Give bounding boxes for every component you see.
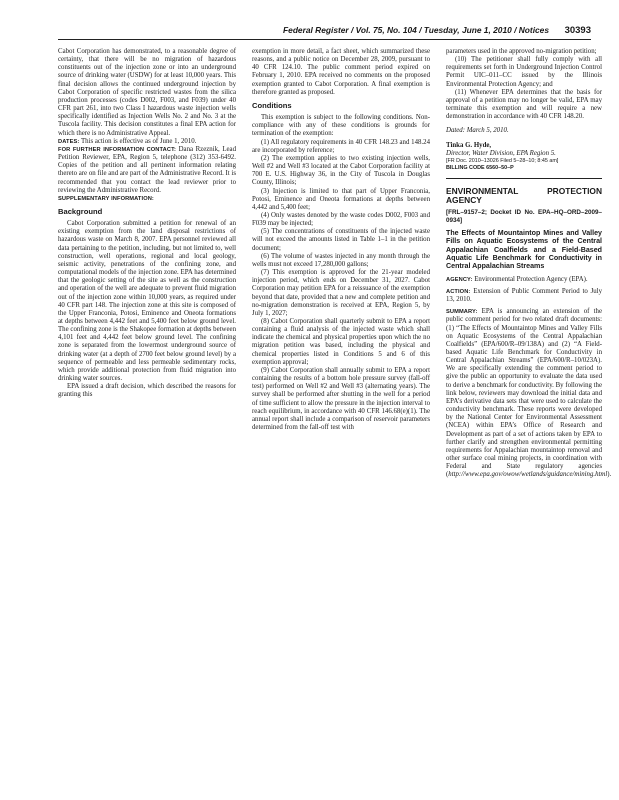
background-heading: Background [58, 206, 103, 216]
paragraph: parameters used in the approved no-migration petition; [446, 48, 597, 55]
paragraph: This exemption is subject to the following conditions. Non-compliance with any of these conditions is grounds for termination of the exemption: [252, 114, 430, 138]
summary-section: SUMMARY: EPA is announcing an extension of the public comment period for two related draft documents: (1) “The Effects of Mountaintop Mines and Valley Fills on Aquatic Ecosystems of the Central Appalachian Coalfields” (EPA/600/R–09/138A) and (2) “A Field-based Aquatic Life Benchmark for Conductivity in Central Appalachian Streams” (EPA/600/R–10/023A). We are specifically extending the comment period to give the public an opportunity to evaluate the data used to derive a benchmark for conductivity. By following the link below, reviewers may download the initial data and EPA’s derivative data sets that were used to calculate the conductivity benchmark. These reports were developed by the National Center for Environmental Assessment (NCEA) within EPA’s Office of Research and Development as part of a set of actions taken by EPA to further clarify and strengthen environmental permitting requirements for Appalachian mountaintop removal and other surface coal mining projects, in coordination with Federal and State regulatory agencies (http://www.epa.gov/owow/wetlands/guidance/mining.html). [446, 308, 612, 479]
condition-item: (1) All regulatory requirements in 40 CFR 148.23 and 148.24 are incorporated by reference; [252, 138, 430, 154]
dated-line: Dated: March 5, 2010. [446, 127, 509, 135]
column-1 [58, 48, 236, 400]
docket-id: [FRL–9157–2; Docket ID No. EPA–HQ–ORD–2009–0934] [446, 208, 602, 224]
condition-item: (2) The exemption applies to two existing injection wells, Well #2 and Well #3 located at the Cabot Corporation facility at 700 E. U.S. Highway 36, in the City of Tuscola in Douglas County, Illinois; [252, 154, 430, 187]
condition-item: (11) Whenever EPA determines that the basis for approval of a petition may no longer be valid, EPA may terminate this exemption and will require a new demonstration in accordance with 40 CFR 148.20. [446, 88, 602, 121]
summary-link[interactable]: http://www.epa.gov/owow/wetlands/guidance/mining.html [448, 471, 608, 479]
action-label: ACTION: [446, 288, 471, 295]
condition-item: (3) Injection is limited to that part of Upper Franconia, Potosi, Eminence and Oneota formations at depths between 4,442 and 5,400 feet; [252, 187, 430, 211]
condition-item: (7) This exemption is approved for the 21-year modeled injection period, which ends on December 31, 2027. Cabot Corporation may petition EPA for a reissuance of the exemption beyond that date, provided that a new and complete petition and no-migration demonstration is received at EPA, Region 5, by July 1, 2027; [252, 269, 430, 317]
dates-text: This action is effective as of June 1, 2010. [80, 137, 197, 145]
paragraph: Cabot Corporation submitted a petition for renewal of an existing exemption from the land disposal restrictions of hazardous waste on March 8, 2007. EPA personnel reviewed all data pertaining to the petition, including, but not limited to, well construction, well operations, regional and local geology, seismic activity, penetrations of the confining zone, and computational models of the injection zone. EPA has determined that the geologic setting of the site as well as the construction and operation of the well are adequate to prevent fluid migration out of the injection zone within 10,000 years, as required under 40 CFR part 148. The injection zone at this site is composed of the Upper Franconia, Potosi, Eminence and Oneota formations at depths between 4,442 feet and 5,400 feet below ground level. The confining zone is the Shakopee formation at depths between 4,101 feet and 4,442 feet below ground level. The confining zone is separated from the lowermost underground source of drinking water (at a depth of 2700 feet below ground level) by a sequence of permeable and less permeable sedimentary rocks, which provide additional protection from fluid migration into drinking water sources. [58, 220, 236, 383]
condition-item: (6) The volume of wastes injected in any month through the wells must not exceed 17,280,000 gallons; [252, 252, 430, 268]
supplementary-label: SUPPLEMENTARY INFORMATION: [58, 195, 154, 202]
condition-item: (10) The petitioner shall fully comply with all requirements set forth in Underground Injection Control Permit UIC–011–CC issued by the Illinois Environmental Protection Agency; and [446, 56, 602, 88]
billing-code: BILLING CODE 6560–50–P [446, 164, 514, 171]
supplementary-section [58, 195, 236, 203]
agency-text: Environmental Protection Agency (EPA). [474, 275, 588, 283]
page-number: 30393 [564, 25, 591, 36]
running-header [58, 25, 591, 40]
contact-label: FOR FURTHER INFORMATION CONTACT: [58, 146, 177, 153]
conditions-heading: Conditions [252, 100, 292, 110]
agency-heading: ENVIRONMENTAL PROTECTION AGENCY [446, 185, 602, 206]
document-title: The Effects of Mountaintop Mines and Valley Fills on Aquatic Ecosystems of the Central Appalachian Coalfields and a Field-Based Aquatic Life Benchmark for Conductivity in Central Appalachian Streams [446, 228, 602, 271]
summary-label: SUMMARY: [446, 309, 478, 316]
contact-section [58, 146, 236, 195]
agency-section [446, 276, 602, 284]
paragraph: EPA issued a draft decision, which described the reasons for granting this [58, 383, 236, 399]
section-divider [446, 178, 602, 179]
dates-label: DATES: [58, 138, 80, 145]
signer-name: Tinka G. Hyde, [446, 141, 492, 149]
fr-doc-line: [FR Doc. 2010–13026 Filed 5–28–10; 8:45 am] [446, 157, 559, 164]
paragraph: Cabot Corporation has demonstrated, to a reasonable degree of certainty, that there will be no migration of hazardous constituents out of the injection zone or into an underground source of drinking water (USDW) for at least 10,000 years. This final decision allows the continued underground injection by Cabot Corporation of specific restricted wastes from the silica production processes (codes D002, F003, and F039) under 40 CFR part 261, into two Class I hazardous waste injection wells specifically identified as Injection Wells No. 2 and No. 3 at the Tuscola facility. This decision constitutes a final EPA action for which there is no Administrative Appeal. [58, 48, 236, 137]
summary-text: EPA is announcing an extension of the public comment period for two related draft documents: (1) “The Effects of Mountaintop Mines and Valley Fills on Aquatic Ecosystems of the Central Appalachian Coalfields” (EPA/600/R–09/138A) and (2) “A Field-based Aquatic Life Benchmark for Conductivity in Central Appalachian Streams” (EPA/600/R–10/023A). We are specifically extending the comment period to give the public an opportunity to evaluate the data used to derive a benchmark for conductivity. By following the link below, reviewers may download the initial data and EPA’s derivative data sets that were used to calculate the conductivity benchmark. These reports were developed by the National Center for Environmental Assessment (NCEA) within EPA’s Office of Research and Development as part of a set of actions taken by EPA to further clarify and strengthen environmental permitting requirements for Appalachian mountaintop removal and other surface coal mining projects, in coordination with Federal and State regulatory agencies [446, 308, 602, 471]
paragraph: exemption in more detail, a fact sheet, which summarized these reasons, and a public notice on December 28, 2009, pursuant to 40 CFR 124.10. The public comment period expired on February 1, 2010. EPA received no comments on the proposed exemption granted to Cabot Corporation. A final exemption is therefore granted as proposed. [252, 48, 430, 96]
column-2 [252, 48, 430, 432]
condition-item: (4) Only wastes denoted by the waste codes D002, F003 and F039 may be injected; [252, 211, 430, 228]
action-section [446, 288, 602, 304]
running-head-title: Federal Register / Vol. 75, No. 104 / Tuesday, June 1, 2010 / Notices [283, 25, 549, 35]
dates-section [58, 138, 236, 146]
signer-title: Director, Water Division, EPA Region 5. [446, 149, 556, 157]
condition-item: (9) Cabot Corporation shall annually submit to EPA a report containing the results of a bottom hole pressure survey (fall-off test) performed on Well #2 and Well #3 (alternating years). The survey shall be performed after shutting in the well for a period of time sufficient to allow the pressure in the injection interval to reach equilibrium, in accordance with 40 CFR 146.68(e)(1). The annual report shall include a comparison of reservoir parameters determined from the fall-off test with [252, 366, 430, 432]
column-3 [446, 48, 612, 479]
signature-block [446, 142, 602, 158]
condition-item: (8) Cabot Corporation shall quarterly submit to EPA a report containing a fluid analysis of the injected waste which shall indicate the chemical and physical properties upon which the no migration petition was based, including the physical and chemical properties listed in Conditions 5 and 6 of this exemption approval; [252, 318, 430, 366]
agency-label: AGENCY: [446, 276, 473, 283]
action-text: Extension of Public Comment Period to July 13, 2010. [446, 287, 602, 304]
contact-text: Dana Rzeznik, Lead Petition Reviewer, EPA, Region 5, telephone (312) 353-6492. Copies of the petition and all pertinent information relating thereto are on file and are part of the Administrative Record. It is recommended that you contact the lead reviewer prior to reviewing the Administrative Record. [58, 145, 236, 194]
condition-item: (5) The concentrations of constituents of the injected waste will not exceed the amounts listed in Table 1–1 in the petition document; [252, 228, 430, 252]
